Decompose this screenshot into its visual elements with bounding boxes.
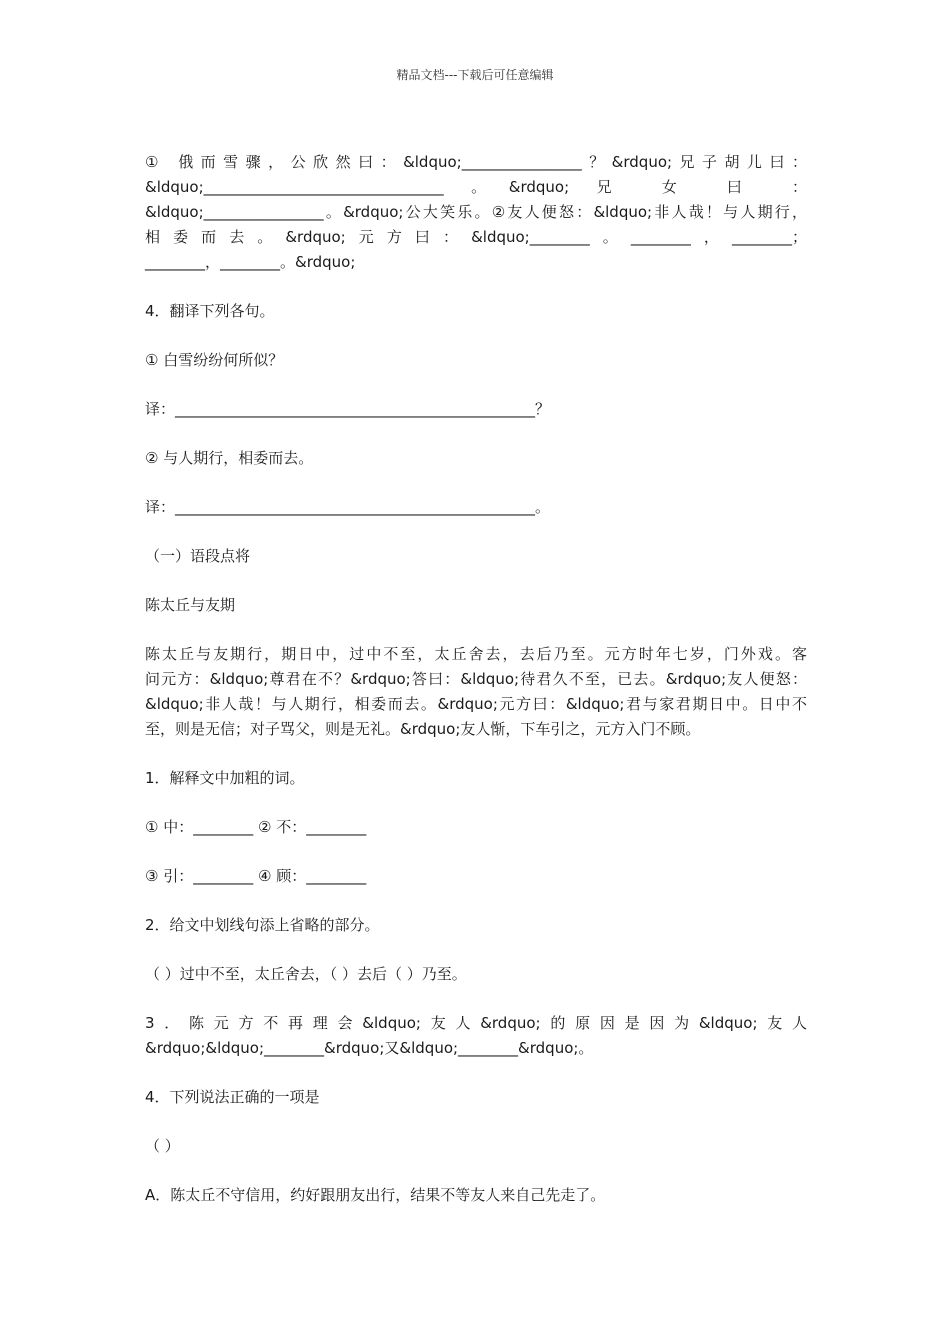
document-body (145, 150, 807, 1232)
sentence-2: ② 与人期行，相委而去。 (145, 449, 314, 467)
sentence-1: ① 白雪纷纷何所似？ (145, 351, 284, 369)
text-line: &ldquo;________________。&rdquo;公大笑乐。②友人便怒：&ldquo;非人哉！与人期行， (145, 203, 807, 221)
text-line: 至，则是无信；对子骂父，则是无礼。&rdquo;友人惭，下车引之，元方入门不顾。 (145, 720, 701, 738)
text-line: 陈太丘与友期行，期日中，过中不至，太丘舍去，去后乃至。元方时年七岁，门外戏。客 (145, 645, 807, 663)
text-line: 问元方：&ldquo;尊君在不？&rdquo;答曰：&ldquo;待君久不至，已去。&rdquo;友人便怒： (145, 670, 807, 688)
text-line: ________，________。&rdquo; (145, 253, 356, 271)
passage-title: 陈太丘与友期 (145, 596, 236, 614)
option-a: A．陈太丘不守信用，约好跟朋友出行，结果不等友人来自己先走了。 (145, 1186, 606, 1204)
passage-text (145, 642, 807, 742)
question-3 (145, 1011, 807, 1061)
question-4-heading: 4．翻译下列各句。 (145, 302, 275, 320)
question-4: 4．下列说法正确的一项是 (145, 1088, 320, 1106)
question-1-blanks-b: ③ 引：________ ④ 顾：________ (145, 867, 367, 885)
text-line: &ldquo;________________________________ 。&rdquo; 兄 女 曰 ： (145, 178, 807, 196)
paragraph-1 (145, 150, 807, 275)
answer-bracket: （ ） (145, 1137, 180, 1155)
text-line: 相委而去。&rdquo;元方曰：&ldquo;________。________，________； (145, 228, 807, 246)
page-header: 精品文档---下载后可任意编辑 (396, 68, 554, 82)
text-line: ① 俄而雪骤，公欣然曰：&ldquo;________________？&rdquo;兄子胡儿曰： (145, 153, 807, 171)
translation-1: 译：________________________________________________？ (145, 400, 551, 418)
question-2-blanks: （ ）过中不至，太丘舍去，（ ）去后（ ）乃至。 (145, 965, 467, 983)
section-heading: （一）语段点将 (145, 547, 251, 565)
translation-2: 译：________________________________________________。 (145, 498, 551, 516)
question-2: 2．给文中划线句添上省略的部分。 (145, 916, 380, 934)
text-line: &rdquo;&ldquo;________&rdquo;又&ldquo;________&rdquo;。 (145, 1039, 594, 1057)
question-1-blanks-a: ① 中：________ ② 不：________ (145, 818, 367, 836)
question-1: 1．解释文中加粗的词。 (145, 769, 305, 787)
text-line: &ldquo;非人哉！与人期行，相委而去。&rdquo;元方曰：&ldquo;君与家君期日中。日中不 (145, 695, 807, 713)
text-line: 3．陈元方不再理会&ldquo;友人&rdquo;的原因是因为&ldquo;友人 (145, 1014, 807, 1032)
